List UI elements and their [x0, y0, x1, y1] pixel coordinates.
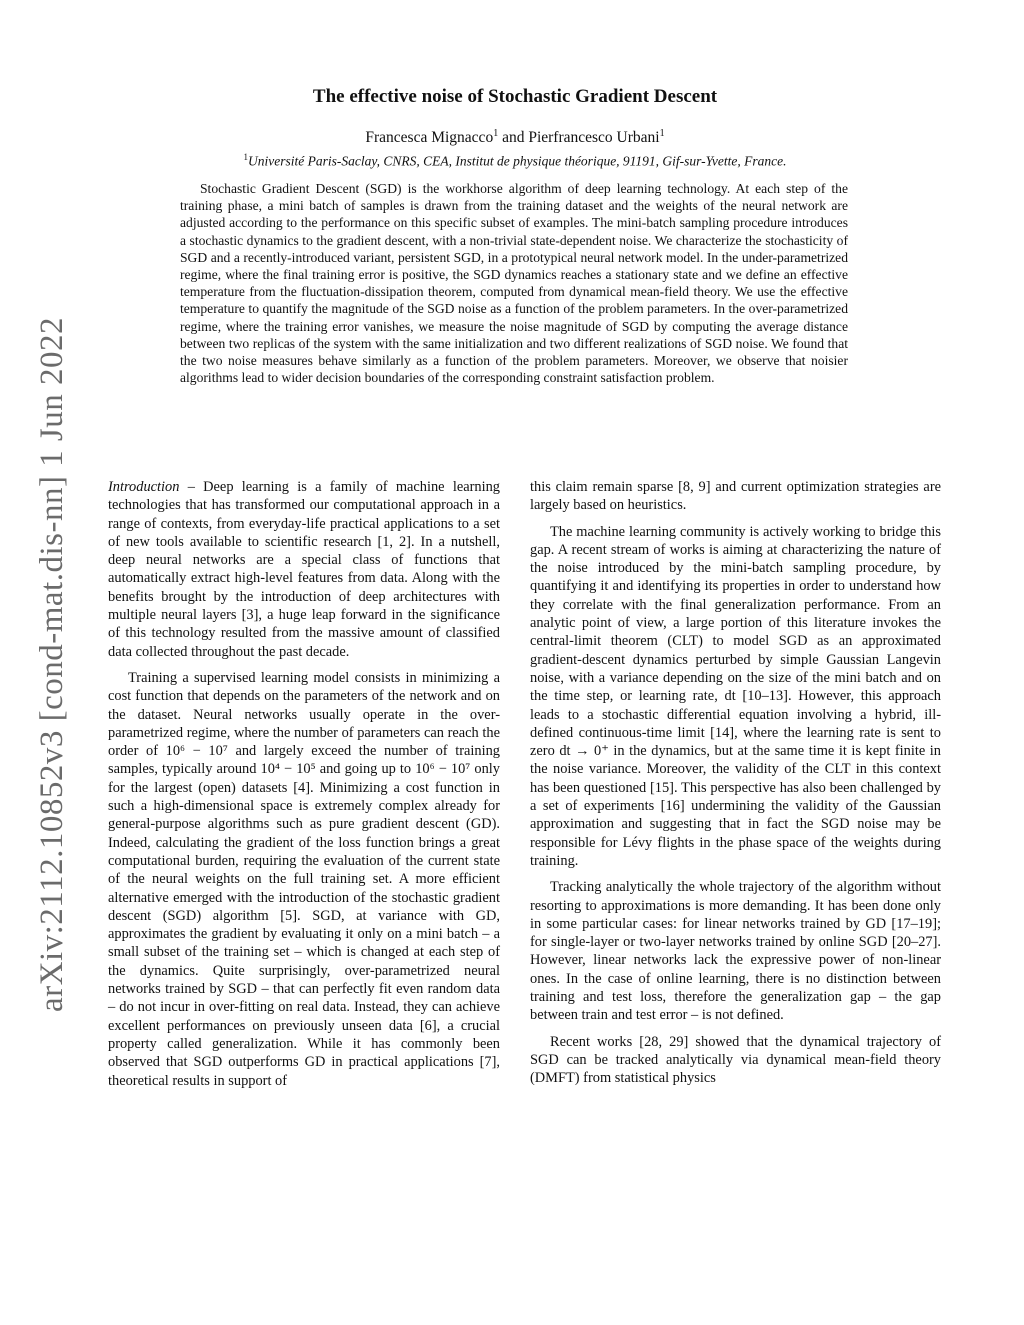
- arxiv-identifier-stamp: arXiv:2112.10852v3 [cond-mat.dis-nn] 1 Jun 2022: [34, 316, 70, 1012]
- paragraph: this claim remain sparse [8, 9] and current optimization strategies are largely based on heuristics.: [530, 479, 941, 514]
- paragraph-text: – Deep learning is a family of machine learning technologies that has transformed our computational approach in a range of contexts, from everyday-life practical applications to a set of new tools available to scientific research [1, 2]. In a nutshell, deep neural networks are a special class of functions that automatically extract high-level features from data. Along with the benefits brought by the introduction of deep architectures with multiple neural layers [3], a huge leap forward in the significance of this technology resulted from the massive amount of classified data collected throughout the past decade.: [108, 479, 500, 660]
- paragraph: Tracking analytically the whole trajectory of the algorithm without resorting to approximations is more demanding. It has been done only in some particular cases: for linear networks trained by GD [17–19]; for single-layer or two-layer networks trained by online SGD [20–27]. However, linear networks lack the expressive power of non-linear ones. In the case of online learning, there is no distinction between training and test loss, therefore the generalization gap – the gap between train and test error – is not defined.: [530, 879, 941, 1024]
- paragraph: Recent works [28, 29] showed that the dynamical trajectory of SGD can be tracked analytically via dynamical mean-field theory (DMFT) from statistical physics: [530, 1033, 941, 1087]
- paper-title: The effective noise of Stochastic Gradient Descent: [312, 86, 718, 107]
- author-name: Pierfrancesco Urbani: [528, 129, 660, 147]
- affiliation-mark: 1: [243, 152, 248, 162]
- author-name: Francesca Mignacco: [365, 129, 494, 147]
- body-column-right: [530, 478, 941, 1096]
- section-heading-introduction: Introduction: [108, 479, 180, 495]
- paragraph: The machine learning community is actively working to bridge this gap. A recent stream of works is aiming at characterizing the nature of the noise introduced by the mini-batch sampling procedure, by quantifying it and identifying its properties in order to understand how they correlate with the final generalization performance. From an analytic point of view, a large portion of this literature invokes the central-limit theorem (CLT) to model SGD as an approximated gradient-descent dynamics perturbed by simple Gaussian Langevin noise, with a variance depending on the size of the mini batch and on the time step, or learning rate, dt [10–13]. However, this approach leads to a stochastic differential equation involving a hybrid, ill-defined continuous-time limit [14], where the learning rate is sent to zero dt → 0⁺ in the dynamics, but at the same time it is kept finite in the noise variance. Moreover, the validity of the CLT in this context has been questioned [15]. This perspective has also been challenged by a set of experiments [16] undermining the validity of the Gaussian approximation and suggesting that in fact the SGD noise may be responsible for Lévy flights in the phase space of the weights during training.: [530, 523, 941, 869]
- body-column-left: [108, 478, 500, 1098]
- affiliation: [120, 152, 910, 170]
- paragraph: Training a supervised learning model consists in minimizing a cost function that depends on the parameters of the network and on the dataset. Neural networks usually operate in the over-parametrized regime, where the number of parameters can reach the order of 10⁶ − 10⁷ and largely exceed the number of training samples, typically around 10⁴ − 10⁵ and going up to 10⁶ − 10⁷ only for the largest (open) datasets [4]. Minimizing a cost function in such a high-dimensional space is extremely complex already for general-purpose algorithms such as pure gradient descent (GD). Indeed, calculating the gradient of the loss function brings a great computational burden, requiring the evaluation of the current state of the neural weights on the full training set. A more efficient alternative emerged with the introduction of the stochastic gradient descent (SGD) algorithm [5]. SGD, at variance with GD, approximates the gradient by evaluating it only on a mini batch – a small subset of the training set – which is changed at each step of the dynamics. Quite surprisingly, over-parametrized neural networks trained by SGD – that can perfectly fit even random data – do not incur in over-fitting on real data. Instead, they can achieve excellent performances on previously unseen data [6], a crucial property called generalization. While it has commonly been observed that SGD outperforms GD in practical applications [7], theoretical results in support of: [108, 669, 500, 1089]
- abstract: Stochastic Gradient Descent (SGD) is the workhorse algorithm of deep learning technology. At each step of the training phase, a mini batch of samples is drawn from the training dataset and the weights of the neural network are adjusted according to the performance on this specific subset of examples. The mini-batch sampling procedure introduces a stochastic dynamics to the gradient descent, with a non-trivial state-dependent noise. We characterize the stochasticity of SGD and a recently-introduced variant, persistent SGD, in a prototypical neural network model. In the under-parametrized regime, where the final training error is positive, the SGD dynamics reaches a stationary state and we define an effective temperature from the fluctuation-dissipation theorem, computed from dynamical mean-field theory. We use the effective temperature to quantify the magnitude of the SGD noise as a function of the problem parameters. In the over-parametrized regime, where the training error vanishes, we measure the noise magnitude of SGD by computing the average distance between two replicas of the system with the same initialization and two different realizations of SGD noise. We found that the two noise measures behave similarly as a function of the problem parameters. Moreover, we observe that noisier algorithms lead to wider decision boundaries of the corresponding constraint satisfaction problem.: [180, 181, 848, 386]
- affiliation-mark: 1: [659, 128, 665, 139]
- affiliation-mark: 1: [493, 128, 499, 139]
- author-list: [160, 128, 870, 147]
- paragraph: [108, 478, 500, 661]
- affiliation-text: Université Paris-Saclay, CNRS, CEA, Institut de physique théorique, 91191, Gif-sur-Yvette, France.: [247, 153, 787, 169]
- author-conjunction: and: [498, 129, 529, 147]
